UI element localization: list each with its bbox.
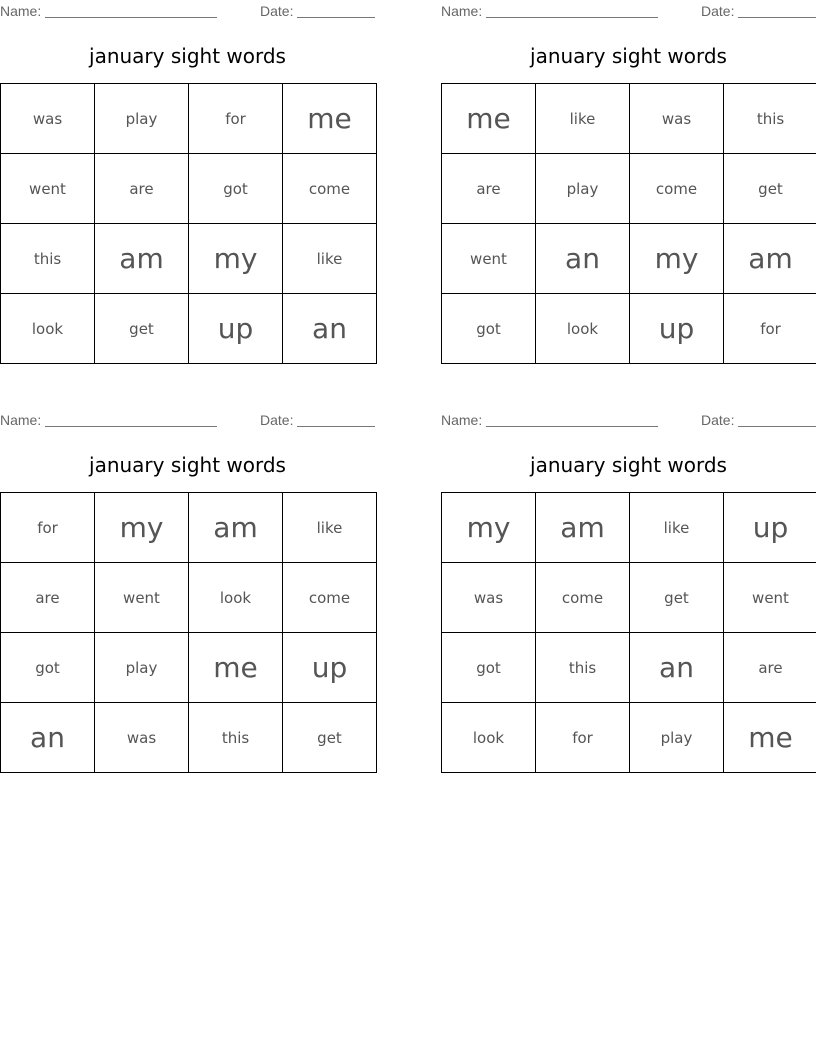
word-cell: up xyxy=(724,493,816,563)
bingo-card-2 xyxy=(441,0,816,345)
word-cell: am xyxy=(536,493,630,563)
word-cell: went xyxy=(1,154,95,224)
grid-row xyxy=(442,703,816,773)
word-cell: got xyxy=(442,294,536,364)
word-grid xyxy=(0,492,377,773)
date-blank-line xyxy=(738,426,816,427)
word-cell: are xyxy=(95,154,189,224)
name-label: Name: xyxy=(441,3,483,19)
card-title: january sight words xyxy=(530,44,727,68)
date-blank-line xyxy=(738,17,816,18)
word-cell: an xyxy=(1,703,95,773)
word-cell: an xyxy=(630,633,724,703)
word-cell: for xyxy=(724,294,816,364)
grid-row xyxy=(442,224,816,294)
word-cell: am xyxy=(95,224,189,294)
word-cell: for xyxy=(536,703,630,773)
word-cell: this xyxy=(724,84,816,154)
word-cell: my xyxy=(95,493,189,563)
word-cell: got xyxy=(189,154,283,224)
word-cell: my xyxy=(630,224,724,294)
word-cell: me xyxy=(189,633,283,703)
grid-row xyxy=(1,563,377,633)
word-cell: look xyxy=(536,294,630,364)
word-cell: play xyxy=(95,633,189,703)
word-cell: up xyxy=(189,294,283,364)
word-cell: play xyxy=(630,703,724,773)
word-cell: like xyxy=(283,493,377,563)
word-cell: went xyxy=(442,224,536,294)
card-title: january sight words xyxy=(89,44,286,68)
word-cell: me xyxy=(283,84,377,154)
word-cell: went xyxy=(95,563,189,633)
bingo-card-1 xyxy=(0,0,375,345)
word-cell: was xyxy=(95,703,189,773)
name-blank-line xyxy=(45,426,217,427)
word-cell: look xyxy=(189,563,283,633)
date-blank-line xyxy=(297,17,375,18)
word-cell: are xyxy=(442,154,536,224)
word-cell: come xyxy=(283,154,377,224)
name-label: Name: xyxy=(0,3,42,19)
word-cell: get xyxy=(95,294,189,364)
word-cell: was xyxy=(630,84,724,154)
grid-row xyxy=(442,84,816,154)
bingo-card-4 xyxy=(441,409,816,754)
word-cell: like xyxy=(630,493,724,563)
word-cell: me xyxy=(724,703,816,773)
word-cell: my xyxy=(442,493,536,563)
word-cell: up xyxy=(630,294,724,364)
grid-row xyxy=(1,84,377,154)
date-label: Date: xyxy=(260,3,294,19)
grid-row xyxy=(1,294,377,364)
word-cell: come xyxy=(283,563,377,633)
word-cell: an xyxy=(536,224,630,294)
word-cell: this xyxy=(536,633,630,703)
word-cell: play xyxy=(536,154,630,224)
date-label: Date: xyxy=(701,3,735,19)
word-grid xyxy=(0,83,377,364)
word-grid xyxy=(441,83,816,364)
word-cell: got xyxy=(442,633,536,703)
word-cell: like xyxy=(283,224,377,294)
name-blank-line xyxy=(486,17,658,18)
name-blank-line xyxy=(45,17,217,18)
word-cell: was xyxy=(1,84,95,154)
word-cell: get xyxy=(630,563,724,633)
grid-row xyxy=(442,633,816,703)
word-cell: get xyxy=(283,703,377,773)
word-cell: are xyxy=(724,633,816,703)
word-cell: up xyxy=(283,633,377,703)
name-date-row xyxy=(0,409,375,431)
card-title: january sight words xyxy=(530,453,727,477)
word-cell: went xyxy=(724,563,816,633)
word-cell: come xyxy=(630,154,724,224)
grid-row xyxy=(442,154,816,224)
word-cell: my xyxy=(189,224,283,294)
grid-row xyxy=(1,493,377,563)
card-title: january sight words xyxy=(89,453,286,477)
grid-row xyxy=(442,493,816,563)
word-cell: am xyxy=(189,493,283,563)
name-label: Name: xyxy=(441,412,483,428)
word-cell: look xyxy=(442,703,536,773)
word-cell: get xyxy=(724,154,816,224)
word-cell: look xyxy=(1,294,95,364)
date-label: Date: xyxy=(260,412,294,428)
word-cell: like xyxy=(536,84,630,154)
word-cell: this xyxy=(189,703,283,773)
name-blank-line xyxy=(486,426,658,427)
word-cell: this xyxy=(1,224,95,294)
word-cell: come xyxy=(536,563,630,633)
word-cell: me xyxy=(442,84,536,154)
grid-row xyxy=(1,154,377,224)
grid-row xyxy=(442,294,816,364)
grid-row xyxy=(1,224,377,294)
word-cell: play xyxy=(95,84,189,154)
word-cell: got xyxy=(1,633,95,703)
bingo-card-3 xyxy=(0,409,375,754)
grid-row xyxy=(1,633,377,703)
word-grid xyxy=(441,492,816,773)
date-blank-line xyxy=(297,426,375,427)
name-date-row xyxy=(441,0,816,22)
word-cell: am xyxy=(724,224,816,294)
word-cell: for xyxy=(189,84,283,154)
grid-row xyxy=(442,563,816,633)
name-date-row xyxy=(441,409,816,431)
word-cell: was xyxy=(442,563,536,633)
word-cell: an xyxy=(283,294,377,364)
word-cell: for xyxy=(1,493,95,563)
grid-row xyxy=(1,703,377,773)
name-label: Name: xyxy=(0,412,42,428)
date-label: Date: xyxy=(701,412,735,428)
word-cell: are xyxy=(1,563,95,633)
name-date-row xyxy=(0,0,375,22)
